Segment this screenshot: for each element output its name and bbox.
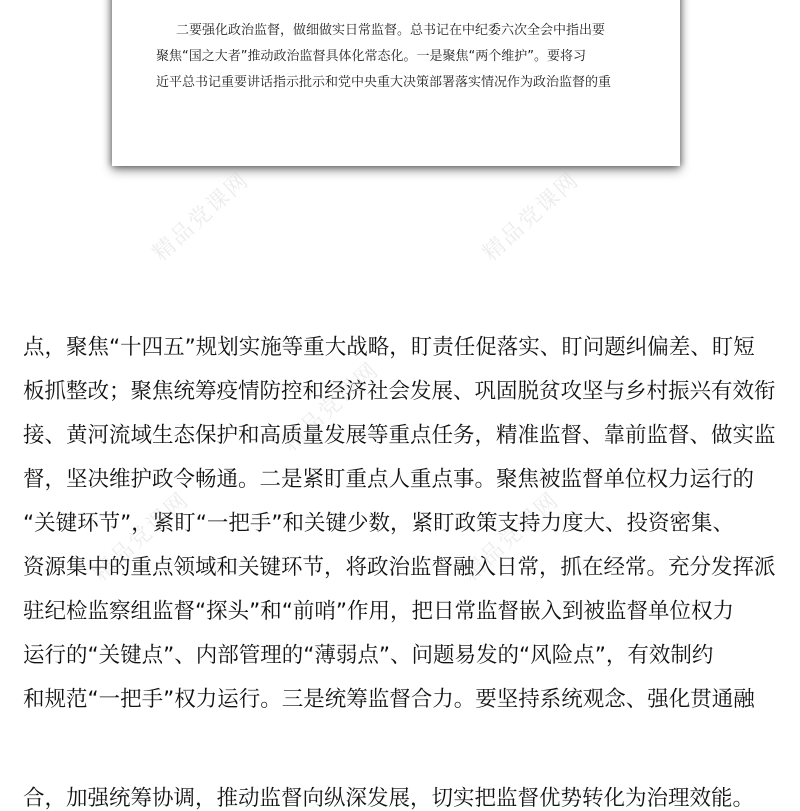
body-line: 板抓整改；聚焦统筹疫情防控和经济社会发展、巩固脱贫攻坚与乡村振兴有效衔 — [23, 379, 776, 404]
body-line: 驻纪检监察组监督“探头”和“前哨”作用，把日常监督嵌入到被监督单位权力 — [23, 599, 735, 624]
body-line: 接、黄河流域生态保护和高质量发展等重点任务，精准监督、靠前监督、做实监 — [23, 423, 776, 448]
body-line: 运行的“关键点”、内部管理的“薄弱点”、问题易发的“风险点”，有效制约 — [23, 643, 714, 668]
body-line: 点，聚焦“十四五”规划实施等重大战略，盯责任促落实、盯问题纠偏差、盯短 — [23, 335, 755, 360]
document-body — [23, 326, 783, 722]
preview-text-block — [156, 18, 676, 96]
body-line: 资源集中的重点领域和关键环节，将政治监督融入日常，抓在经常。充分发挥派 — [23, 555, 776, 580]
body-cut-line: 合，加强统筹协调，推动监督向纵深发展，切实把监督优势转化为治理效能。 — [23, 786, 755, 811]
preview-line: 近平总书记重要讲话指示批示和党中央重大决策部署落实情况作为政治监督的重 — [156, 75, 612, 90]
body-line: 督，坚决维护政令畅通。二是紧盯重点人重点事。聚焦被监督单位权力运行的 — [23, 467, 755, 492]
preview-line: 二要强化政治监督，做细做实日常监督。总书记在中纪委六次全会中指出要 — [176, 23, 606, 38]
preview-line: 聚焦“国之大者”推动政治监督具体化常态化。一是聚焦“两个维护”。要将习 — [156, 49, 586, 64]
watermark: 精品党课网 — [278, 357, 385, 457]
preview-cut-line — [158, 0, 538, 1]
watermark: 精品党课网 — [458, 487, 565, 587]
watermark: 精品党课网 — [88, 487, 195, 587]
body-line: “关键环节”，紧盯“一把手”和关键少数，紧盯政策支持力度大、投资密集、 — [23, 511, 735, 536]
watermark: 精品党课网 — [148, 167, 255, 267]
document-preview-card — [112, 0, 680, 166]
watermark: 精品党课网 — [478, 167, 585, 267]
body-line: 和规范“一把手”权力运行。三是统筹监督合力。要坚持系统观念、强化贯通融 — [23, 687, 755, 712]
